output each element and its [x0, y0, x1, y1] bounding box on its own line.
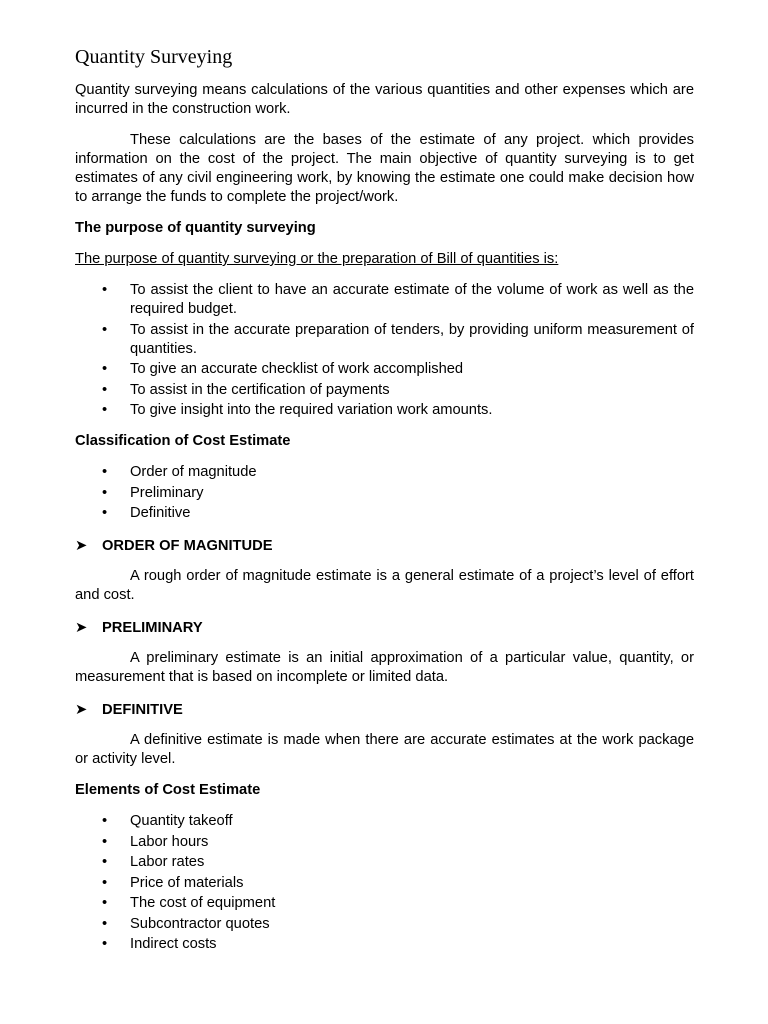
list-item-text: Quantity takeoff	[130, 813, 233, 829]
intro-paragraph: Quantity surveying means calculations of the various quantities and other expenses which are incurred in the construction work.	[75, 82, 694, 117]
list-item	[75, 833, 694, 852]
bullet-icon: •	[102, 833, 108, 850]
list-item-text: To assist in the certification of payments	[130, 381, 390, 398]
list-item	[75, 401, 694, 420]
list-item	[75, 853, 694, 872]
arrow-bullet-icon: ➤	[75, 538, 88, 554]
list-item	[75, 463, 694, 482]
elements-heading: Elements of Cost Estimate	[75, 782, 261, 798]
list-item-text: Indirect costs	[130, 936, 217, 952]
list-item-text: Price of materials	[130, 874, 244, 891]
order-of-magnitude-paragraph: A rough order of magnitude estimate is a general estimate of a project’s level of effort and cost.	[75, 568, 694, 603]
bullet-icon: •	[102, 854, 108, 870]
list-item	[75, 894, 694, 913]
list-item-text: To give an accurate checklist of work accomplished	[130, 361, 464, 377]
definitive-paragraph: A definitive estimate is made when there are accurate estimates at the work package or activity level.	[75, 732, 694, 767]
section-heading-text: DEFINITIVE	[102, 702, 183, 718]
list-item	[75, 874, 694, 893]
elements-list	[75, 812, 694, 954]
bases-paragraph: These calculations are the bases of the estimate of any project. which provides information on the cost of the project. The main objective of quantity surveying is to get estimates of any civil engineering work, by knowing the estimate one could make decision how to arrange the funds to complete the project/work.	[75, 132, 694, 205]
bullet-icon: •	[102, 381, 108, 398]
list-item-text: Labor rates	[130, 854, 205, 870]
purpose-heading: The purpose of quantity surveying	[75, 220, 316, 236]
list-item-text: The cost of equipment	[130, 895, 276, 911]
bullet-icon: •	[102, 936, 108, 952]
bullet-icon: •	[102, 874, 108, 891]
bullet-icon: •	[102, 361, 108, 377]
bullet-icon: •	[102, 321, 108, 338]
bullet-icon: •	[102, 505, 108, 521]
list-item	[75, 360, 694, 379]
list-item	[75, 321, 694, 359]
list-item-text: Definitive	[130, 505, 191, 521]
document-title: Quantity Surveying	[75, 46, 233, 68]
list-item	[75, 381, 694, 400]
section-heading-preliminary	[75, 619, 694, 638]
arrow-bullet-icon: ➤	[75, 620, 88, 636]
list-item-text: Order of magnitude	[130, 464, 257, 480]
bullet-icon: •	[102, 282, 108, 298]
purpose-subheading: The purpose of quantity surveying or the preparation of Bill of quantities is:	[75, 251, 559, 267]
list-item	[75, 915, 694, 934]
bullet-icon: •	[102, 895, 108, 911]
list-item-text: To assist in the accurate preparation of tenders, by providing uniform measurement of quantities.	[130, 321, 694, 357]
bullet-icon: •	[102, 484, 108, 501]
list-item	[75, 504, 694, 523]
list-item-text: Subcontractor quotes	[130, 915, 270, 932]
bullet-icon: •	[102, 813, 108, 829]
bullet-icon: •	[102, 915, 108, 932]
list-item-text: To give insight into the required variation work amounts.	[130, 402, 493, 418]
document-page	[75, 44, 694, 966]
list-item-text: Preliminary	[130, 484, 204, 501]
section-heading-order-of-magnitude	[75, 537, 694, 556]
arrow-bullet-icon: ➤	[75, 702, 88, 718]
list-item-text: To assist the client to have an accurate estimate of the volume of work as well as the required budget.	[130, 282, 694, 317]
classification-list	[75, 463, 694, 523]
section-heading-text: ORDER OF MAGNITUDE	[102, 538, 273, 554]
list-item-text: Labor hours	[130, 833, 209, 850]
bullet-icon: •	[102, 464, 108, 480]
list-item	[75, 935, 694, 954]
bullet-icon: •	[102, 402, 108, 418]
purpose-list	[75, 281, 694, 420]
preliminary-paragraph: A preliminary estimate is an initial approximation of a particular value, quantity, or measurement that is based on incomplete or limited data.	[75, 650, 694, 685]
section-heading-definitive	[75, 701, 694, 720]
list-item	[75, 812, 694, 831]
list-item	[75, 484, 694, 503]
classification-heading: Classification of Cost Estimate	[75, 433, 291, 449]
list-item	[75, 281, 694, 319]
section-heading-text: PRELIMINARY	[102, 620, 203, 636]
